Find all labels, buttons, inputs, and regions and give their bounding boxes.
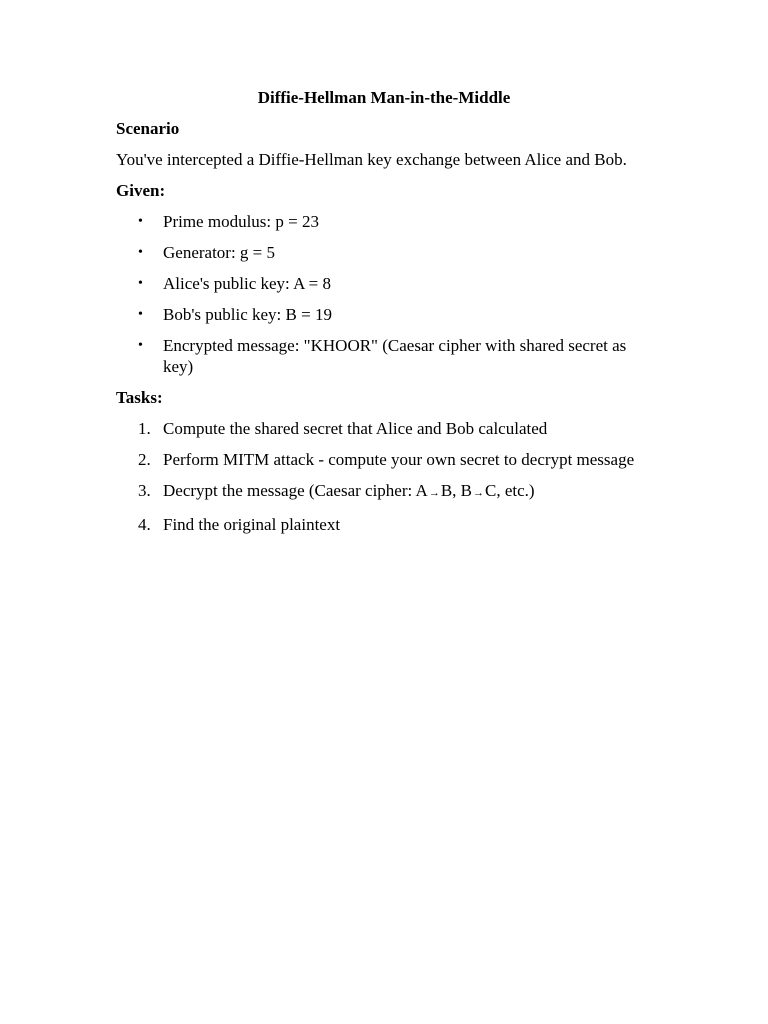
given-item-text: Prime modulus: p = 23 [163,212,319,231]
bullet-icon: • [138,338,143,353]
right-arrow-icon: → [428,487,440,499]
given-item-text: Encrypted message: "KHOOR" (Caesar cipher with shared secret as key) [163,336,627,376]
task-text-part: B, B [440,481,472,500]
given-heading: Given: [116,181,166,200]
task-text: Find the original plaintext [163,515,341,534]
scenario-text: You've intercepted a Diffie-Hellman key exchange between Alice and Bob. [116,150,627,169]
list-item [116,514,652,535]
right-arrow-icon: → [473,487,484,499]
bullet-icon: • [138,307,143,322]
list-item [116,304,652,325]
list-item [116,480,652,504]
task-text: Compute the shared secret that Alice and Bob calculated [163,419,548,438]
task-text: Perform MITM attack - compute your own secret to decrypt message [163,450,635,469]
list-item [116,418,652,439]
list-item [116,242,652,263]
task-number: 1. [138,419,151,438]
task-number: 2. [138,450,151,469]
list-item [116,449,652,470]
given-item-text: Generator: g = 5 [163,243,276,262]
task-number: 4. [138,515,151,534]
bullet-icon: • [138,214,143,229]
tasks-heading: Tasks: [116,388,163,407]
list-item [116,273,652,294]
given-list [116,211,652,377]
task-number: 3. [138,481,151,500]
tasks-list [116,418,652,535]
bullet-icon: • [138,276,143,291]
task-text-part: C, etc.) [485,481,535,500]
given-item-text: Bob's public key: B = 19 [163,305,332,324]
task-text-part: Decrypt the message (Caesar cipher: A [163,481,428,500]
scenario-heading: Scenario [116,119,180,138]
document-title: Diffie-Hellman Man-in-the-Middle [257,88,511,107]
given-item-text: Alice's public key: A = 8 [163,274,331,293]
bullet-icon: • [138,245,143,260]
list-item [116,335,652,377]
list-item [116,211,652,232]
